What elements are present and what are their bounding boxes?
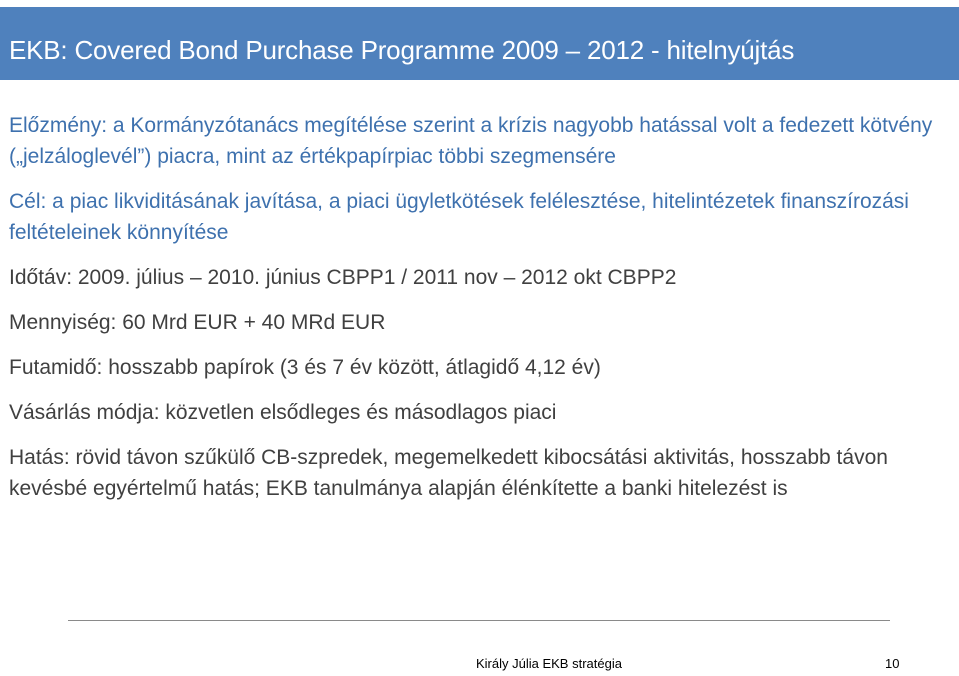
paragraph-mennyiseg: Mennyiség: 60 Mrd EUR + 40 MRd EUR (9, 311, 386, 334)
paragraph-cel: Cél: a piac likviditásának javítása, a piaci ügyletkötések felélesztése, hitelintézetek finanszírozási feltételeinek könnyítése (9, 190, 909, 244)
title-bar (0, 7, 959, 80)
paragraph-vasarlas-modja: Vásárlás módja: közvetlen elsődleges és másodlagos piaci (9, 401, 557, 424)
paragraph-futamido: Futamidő: hosszabb papírok (3 és 7 év között, átlagidő 4,12 év) (9, 356, 601, 379)
slide-content (9, 110, 954, 518)
page-number: 10 (885, 656, 900, 671)
footer-author: Király Júlia EKB stratégia (476, 656, 622, 671)
paragraph-idotav: Időtáv: 2009. július – 2010. június CBPP1 / 2011 nov – 2012 okt CBPP2 (9, 266, 677, 289)
paragraph-hatas: Hatás: rövid távon szűkülő CB-szpredek, megemelkedett kibocsátási aktivitás, hosszabb távon kevésbé egyértelmű hatás; EKB tanulmánya alapján élénkítette a banki hitelezést is (9, 446, 888, 500)
footer-divider (68, 620, 890, 621)
slide-title: EKB: Covered Bond Purchase Programme 2009 – 2012 - hitelnyújtás (9, 35, 795, 65)
paragraph-elozmeny: Előzmény: a Kormányzótanács megítélése szerint a krízis nagyobb hatással volt a fedezett kötvény („jelzáloglevél”) piacra, mint az értékpapírpiac többi szegmensére (9, 114, 933, 168)
